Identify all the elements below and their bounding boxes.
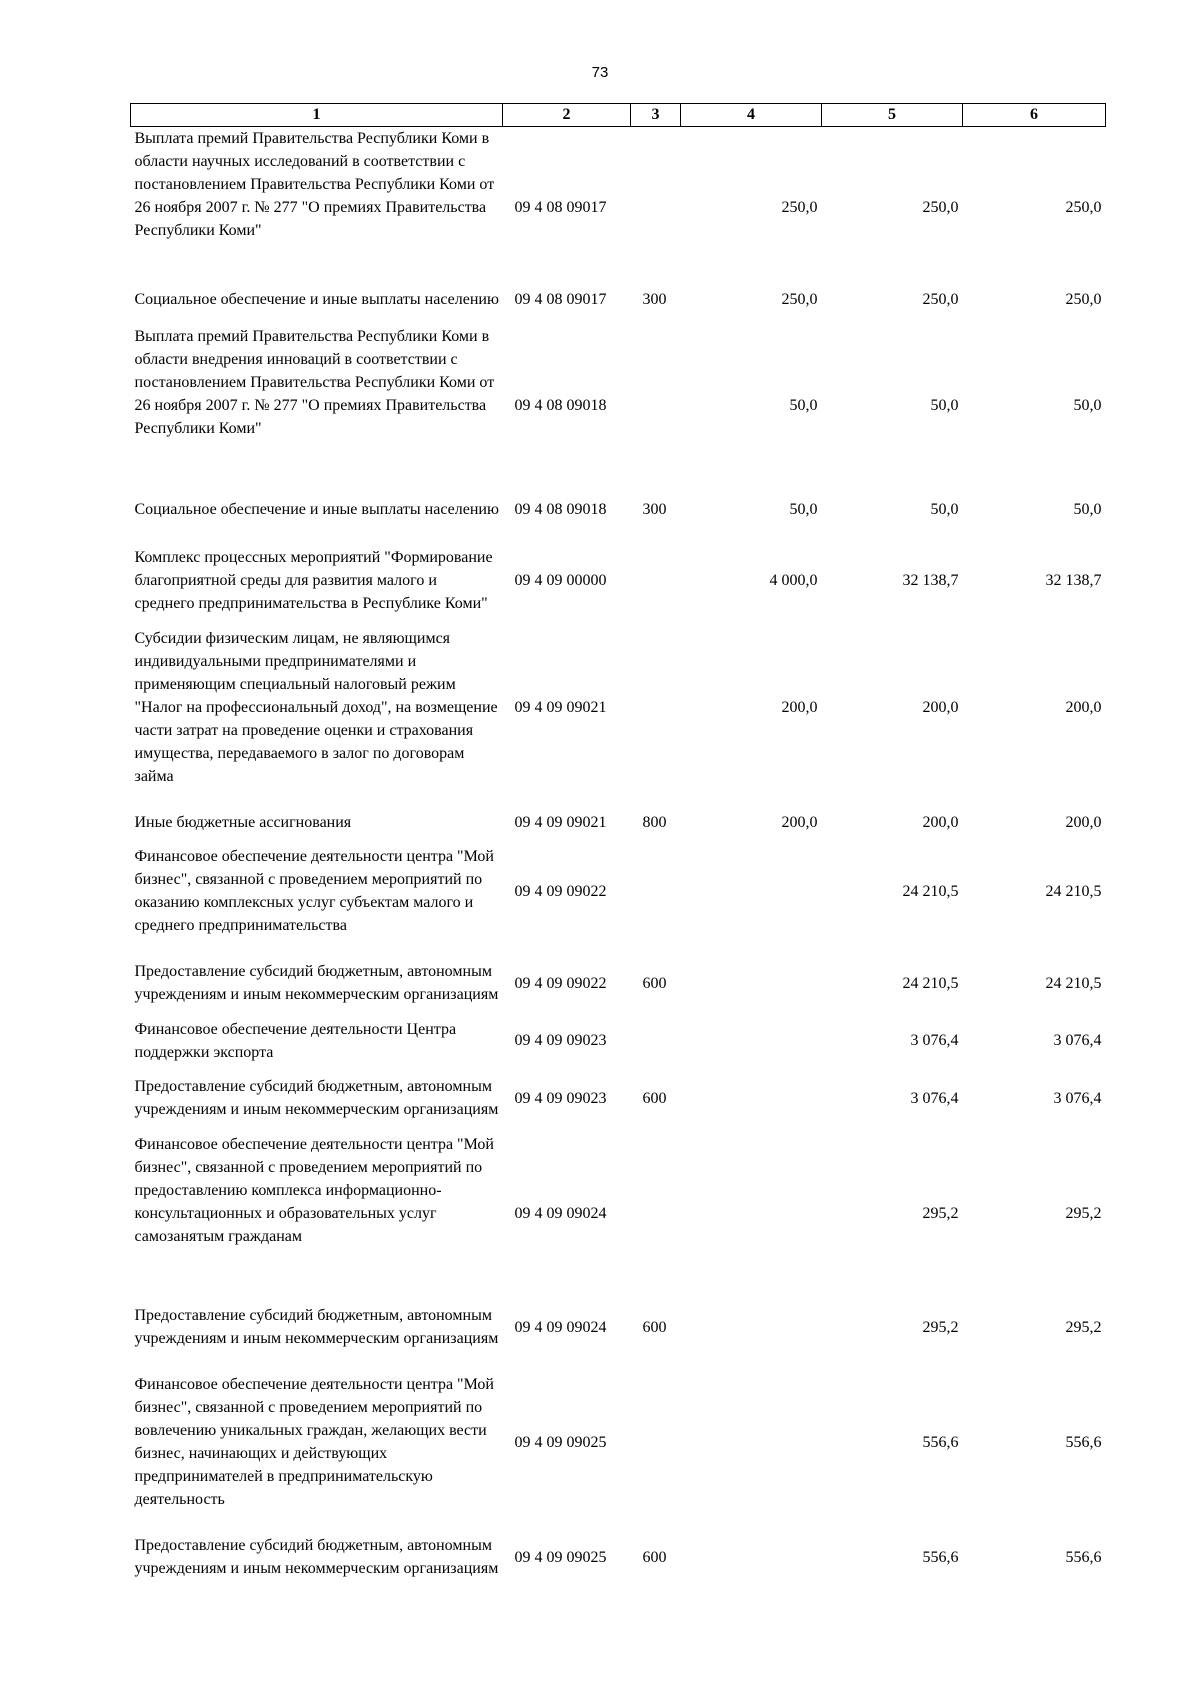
row-year1 bbox=[681, 1018, 822, 1064]
row-year2: 200,0 bbox=[922, 813, 959, 831]
row-vr bbox=[631, 627, 681, 811]
row-csr: 09 4 09 09025 bbox=[514, 1548, 607, 1566]
row-year3: 556,6 bbox=[1065, 1548, 1102, 1566]
row-year2: 50,0 bbox=[930, 396, 959, 414]
column-header-csr: 2 bbox=[503, 104, 631, 127]
table-header bbox=[131, 104, 1106, 127]
table-row bbox=[131, 127, 1106, 275]
row-name: Выплата премий Правительства Республики Коми в области внедрения инноваций в соответствии с постановлением Правительства Республики Коми от 26 ноября 2007 г. № 277 "О премиях Правительства Республики Коми" bbox=[134, 327, 495, 437]
row-vr bbox=[631, 1018, 681, 1064]
row-year3: 250,0 bbox=[1065, 199, 1102, 216]
table-row bbox=[131, 1362, 1106, 1523]
row-csr: 09 4 09 09022 bbox=[514, 882, 607, 900]
row-year1 bbox=[681, 1133, 822, 1293]
row-vr: 300 bbox=[642, 291, 667, 308]
row-csr: 09 4 09 09021 bbox=[514, 813, 607, 831]
row-name: Социальное обеспечение и иные выплаты населению bbox=[134, 501, 499, 518]
row-vr bbox=[631, 1362, 681, 1523]
row-csr: 09 4 09 09025 bbox=[514, 1433, 607, 1451]
column-header-name: 1 bbox=[131, 104, 503, 127]
row-vr: 600 bbox=[642, 974, 667, 992]
row-year1 bbox=[681, 1293, 822, 1362]
row-vr bbox=[631, 834, 681, 949]
table-row bbox=[131, 485, 1106, 535]
table-row bbox=[131, 1064, 1106, 1133]
row-year1 bbox=[681, 1362, 822, 1523]
page-number: 73 bbox=[591, 64, 609, 81]
row-csr: 09 4 08 09018 bbox=[514, 501, 607, 518]
row-year1: 200,0 bbox=[781, 813, 818, 831]
row-vr bbox=[631, 127, 681, 275]
row-year3: 3 076,4 bbox=[1053, 1032, 1102, 1049]
column-header-year1: 4 bbox=[681, 104, 822, 127]
row-name: Предоставление субсидий бюджетным, автономным учреждениям и иным некоммерческим организациям bbox=[134, 1307, 499, 1347]
row-year2: 250,0 bbox=[922, 291, 959, 308]
row-year3: 32 138,7 bbox=[1045, 572, 1102, 589]
row-year2: 295,2 bbox=[922, 1318, 959, 1336]
row-name: Выплата премий Правительства Республики Коми в области научных исследований в соответствии с постановлением Правительства Республики Коми от 26 ноября 2007 г. № 277 "О премиях Правительства Республики Коми" bbox=[134, 130, 495, 239]
table-row bbox=[131, 535, 1106, 627]
row-csr: 09 4 09 09023 bbox=[514, 1032, 607, 1049]
row-csr: 09 4 09 09024 bbox=[514, 1204, 607, 1222]
row-name: Предоставление субсидий бюджетным, автономным учреждениям и иным некоммерческим организациям bbox=[134, 1078, 499, 1118]
row-name: Финансовое обеспечение деятельности Центра поддержки экспорта bbox=[134, 1020, 457, 1061]
row-year1: 4 000,0 bbox=[769, 572, 818, 589]
table-body bbox=[131, 127, 1106, 1592]
row-year1 bbox=[681, 949, 822, 1018]
row-vr: 600 bbox=[642, 1318, 667, 1336]
table-row bbox=[131, 627, 1106, 811]
row-csr: 09 4 09 09023 bbox=[514, 1089, 607, 1107]
table-row bbox=[131, 1018, 1106, 1064]
row-vr: 800 bbox=[642, 813, 667, 831]
row-csr: 09 4 09 00000 bbox=[514, 572, 607, 589]
row-year2: 3 076,4 bbox=[910, 1089, 959, 1107]
row-name: Иные бюджетные ассигнования bbox=[134, 813, 352, 831]
table-row bbox=[131, 834, 1106, 949]
row-year1 bbox=[681, 1064, 822, 1133]
column-header-year2: 5 bbox=[822, 104, 963, 127]
row-csr: 09 4 08 09017 bbox=[514, 291, 607, 308]
row-csr: 09 4 09 09021 bbox=[514, 698, 607, 716]
row-name: Комплекс процессных мероприятий "Формирование благоприятной среды для развития малого и среднего предпринимательства в Республике Коми" bbox=[134, 549, 493, 612]
row-year3: 295,2 bbox=[1065, 1204, 1102, 1222]
row-year2: 32 138,7 bbox=[902, 572, 959, 589]
row-year3: 250,0 bbox=[1065, 291, 1102, 308]
row-vr: 600 bbox=[642, 1089, 667, 1107]
header-row bbox=[131, 104, 1106, 127]
column-header-vr: 3 bbox=[631, 104, 681, 127]
row-year1: 250,0 bbox=[781, 291, 818, 308]
row-year3: 556,6 bbox=[1065, 1433, 1102, 1451]
row-name: Предоставление субсидий бюджетным, автономным учреждениям и иным некоммерческим организациям bbox=[134, 963, 499, 1003]
row-year1: 200,0 bbox=[781, 698, 818, 716]
row-year1 bbox=[681, 1523, 822, 1592]
row-vr bbox=[631, 535, 681, 627]
row-vr: 300 bbox=[642, 501, 667, 518]
row-csr: 09 4 09 09024 bbox=[514, 1318, 607, 1336]
row-year2: 24 210,5 bbox=[902, 974, 959, 992]
row-year2: 24 210,5 bbox=[902, 882, 959, 900]
table-row bbox=[131, 275, 1106, 325]
row-year3: 50,0 bbox=[1073, 501, 1102, 518]
row-year3: 295,2 bbox=[1065, 1318, 1102, 1336]
row-year2: 556,6 bbox=[922, 1433, 959, 1451]
row-year1: 50,0 bbox=[789, 501, 818, 518]
row-name: Финансовое обеспечение деятельности центра "Мой бизнес", связанной с проведением мероприятий по оказанию комплексных услуг субъектам малого и среднего предпринимательства bbox=[134, 848, 494, 934]
table-row bbox=[131, 1523, 1106, 1592]
row-year3: 50,0 bbox=[1073, 396, 1102, 414]
row-name: Финансовое обеспечение деятельности центра "Мой бизнес", связанной с проведением мероприятий по вовлечению уникальных граждан, желающих вести бизнес, начинающих и действующих предпринимателей в предпринимательскую деятельность bbox=[134, 1376, 494, 1508]
row-csr: 09 4 08 09017 bbox=[514, 199, 607, 216]
row-csr: 09 4 08 09018 bbox=[514, 396, 607, 414]
row-name: Субсидии физическим лицам, не являющимся индивидуальными предпринимателями и применяющим специальный налоговый режим "Налог на профессиональный доход", на возмещение части затрат на проведение оценки и страхования имущества, передаваемого в залог по договорам займа bbox=[134, 629, 498, 785]
row-year3: 24 210,5 bbox=[1045, 882, 1102, 900]
budget-table bbox=[130, 103, 1106, 1592]
table-row bbox=[131, 325, 1106, 485]
row-year2: 250,0 bbox=[922, 199, 959, 216]
row-year3: 24 210,5 bbox=[1045, 974, 1102, 992]
row-vr bbox=[631, 325, 681, 485]
row-year2: 50,0 bbox=[930, 501, 959, 518]
row-name: Финансовое обеспечение деятельности центра "Мой бизнес", связанной с проведением мероприятий по предоставлению комплекса информационно-консультационных и образовательных услуг самозанятым гражданам bbox=[134, 1135, 494, 1245]
row-year3: 200,0 bbox=[1065, 698, 1102, 716]
row-name: Предоставление субсидий бюджетным, автономным учреждениям и иным некоммерческим организациям bbox=[134, 1537, 499, 1577]
row-csr: 09 4 09 09022 bbox=[514, 974, 607, 992]
row-name: Социальное обеспечение и иные выплаты населению bbox=[134, 291, 499, 308]
row-year2: 3 076,4 bbox=[910, 1032, 959, 1049]
column-header-year3: 6 bbox=[963, 104, 1106, 127]
row-year3: 200,0 bbox=[1065, 813, 1102, 831]
table-row bbox=[131, 811, 1106, 834]
table-row bbox=[131, 1293, 1106, 1362]
row-year1: 50,0 bbox=[789, 396, 818, 414]
row-year1: 250,0 bbox=[781, 199, 818, 216]
row-vr: 600 bbox=[642, 1548, 667, 1566]
row-year1 bbox=[681, 834, 822, 949]
row-vr bbox=[631, 1133, 681, 1293]
row-year3: 3 076,4 bbox=[1053, 1089, 1102, 1107]
row-year2: 556,6 bbox=[922, 1548, 959, 1566]
table-row bbox=[131, 949, 1106, 1018]
table-row bbox=[131, 1133, 1106, 1293]
row-year2: 295,2 bbox=[922, 1204, 959, 1222]
row-year2: 200,0 bbox=[922, 698, 959, 716]
